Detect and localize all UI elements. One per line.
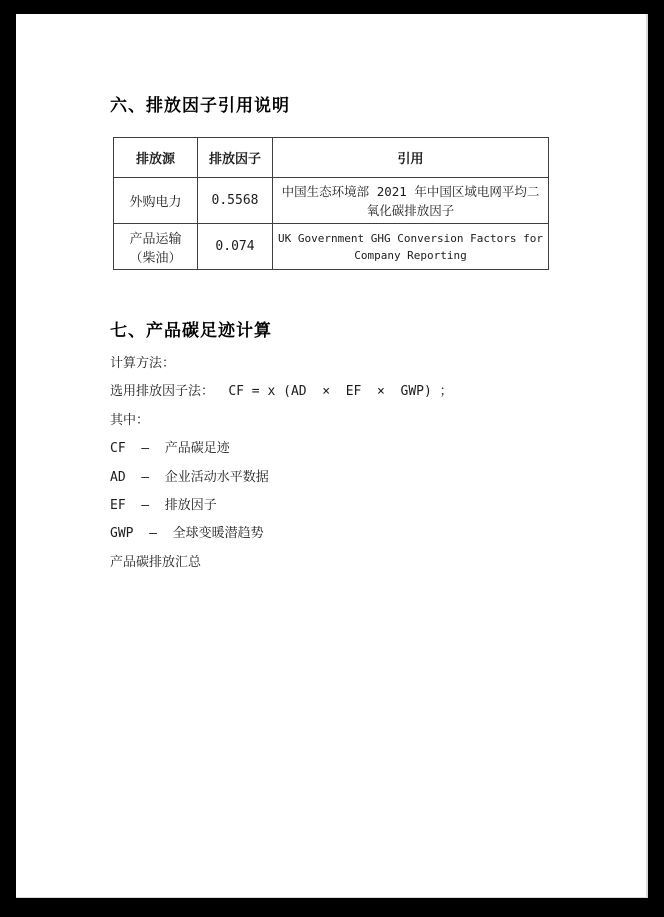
text-line-cf-definition: CF – 产品碳足迹 (110, 441, 230, 457)
emission-factor-table (113, 137, 549, 270)
text-line-ad-definition: AD – 企业活动水平数据 (110, 469, 269, 485)
text-line-calculation-method: 计算方法： (110, 356, 176, 371)
cell-reference: 中国生态环境部 2021 年中国区域电网平均二氧化碳排放因子 (273, 178, 549, 224)
text-line-gwp-definition: GWP – 全球变暖潜趋势 (110, 526, 264, 542)
text-line-formula: 选用排放因子法： CF = x (AD × EF × GWP) ； (110, 384, 453, 400)
cell-factor: 0.5568 (198, 178, 273, 224)
table-header-row (114, 138, 549, 178)
text-line-emission-summary: 产品碳排放汇总 (110, 554, 202, 570)
text-line-ef-definition: EF – 排放因子 (110, 498, 217, 514)
document-page (16, 14, 648, 898)
page-content (16, 14, 646, 577)
section7-heading: 七、产品碳足迹计算 (110, 321, 272, 341)
cell-source: 产品运输（柴油） (114, 224, 198, 270)
table-header (114, 138, 549, 178)
header-emission-source: 排放源 (114, 138, 198, 178)
cell-factor: 0.074 (198, 224, 273, 270)
cell-reference: UK Government GHG Conversion Factors for Company Reporting (273, 224, 549, 270)
header-reference: 引用 (273, 138, 549, 178)
calculation-method-block (110, 350, 602, 577)
cell-source: 外购电力 (114, 178, 198, 224)
table-row (114, 178, 549, 224)
header-emission-factor: 排放因子 (198, 138, 273, 178)
text-line-where: 其中： (110, 412, 150, 428)
table-row (114, 224, 549, 270)
section6-heading: 六、排放因子引用说明 (110, 96, 290, 116)
